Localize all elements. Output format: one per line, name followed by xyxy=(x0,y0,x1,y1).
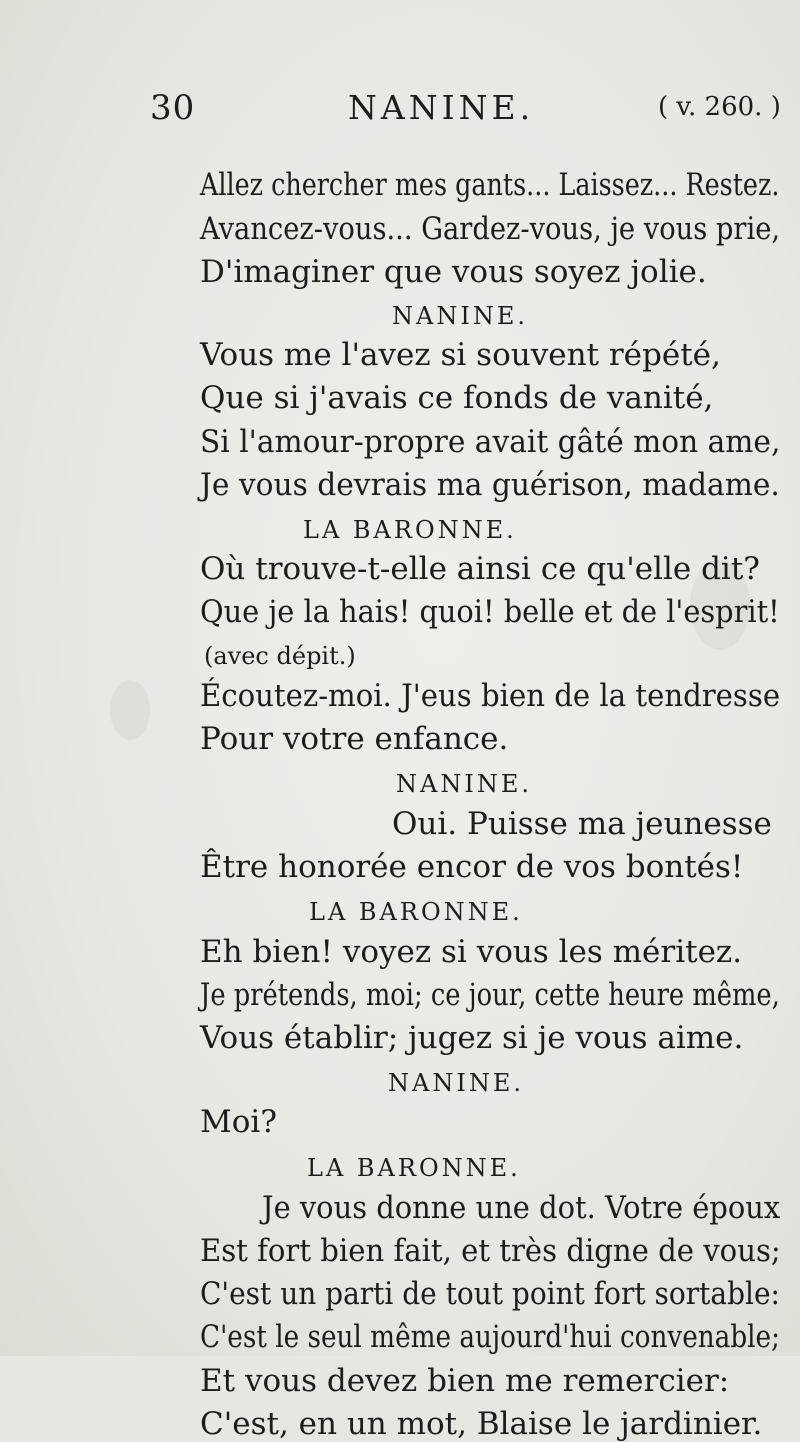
speaker-name: NANINE. xyxy=(388,1069,524,1097)
verse-line: Allez chercher mes gants... Laissez... Restez. xyxy=(200,167,780,203)
verse-reference: ( v. 260. ) xyxy=(658,92,781,122)
verse-line: Être honorée encor de vos bontés! xyxy=(200,849,744,885)
verse-line: Écoutez-moi. J'eus bien de la tendresse xyxy=(200,678,781,714)
paper-stain xyxy=(110,680,150,740)
stage-direction: (avec dépit.) xyxy=(204,642,356,670)
verse-line: Je prétends, moi; ce jour, cette heure même, xyxy=(200,977,780,1013)
verse-line: Et vous devez bien me remercier: xyxy=(200,1363,730,1399)
verse-line: Que si j'avais ce fonds de vanité, xyxy=(200,380,714,416)
verse-line: Je vous donne une dot. Votre époux xyxy=(262,1190,781,1226)
page-number: 30 xyxy=(150,88,196,128)
speaker-name: NANINE. xyxy=(392,302,528,330)
verse-line: Eh bien! voyez si vous les méritez. xyxy=(200,934,743,970)
verse-line: Que je la hais! quoi! belle et de l'esprit! xyxy=(200,594,780,630)
speaker-name: LA BARONNE. xyxy=(309,898,523,926)
verse-line: Moi? xyxy=(200,1104,277,1140)
verse-line: Est fort bien fait, et très digne de vous; xyxy=(200,1233,781,1269)
verse-line: C'est le seul même aujourd'hui convenable; xyxy=(200,1319,780,1355)
speaker-name: LA BARONNE. xyxy=(303,516,517,544)
verse-line: C'est, en un mot, Blaise le jardinier. xyxy=(200,1406,763,1442)
speaker-name: NANINE. xyxy=(396,770,532,798)
verse-line: C'est un parti de tout point fort sortable: xyxy=(200,1276,780,1312)
verse-line: Si l'amour-propre avait gâté mon ame, xyxy=(200,424,781,460)
verse-line: Vous établir; jugez si je vous aime. xyxy=(200,1020,744,1056)
verse-line: Vous me l'avez si souvent répété, xyxy=(200,337,721,373)
verse-line: Où trouve-t-elle ainsi ce qu'elle dit? xyxy=(200,551,760,587)
verse-line: Oui. Puisse ma jeunesse xyxy=(392,806,772,842)
running-title: NANINE. xyxy=(348,88,535,127)
verse-line: Je vous devrais ma guérison, madame. xyxy=(200,467,780,503)
verse-line: D'imaginer que vous soyez jolie. xyxy=(200,254,707,290)
page-header xyxy=(0,88,800,128)
verse-line: Avancez-vous... Gardez-vous, je vous prie, xyxy=(200,211,781,247)
verse-line: Pour votre enfance. xyxy=(200,721,509,757)
speaker-name: LA BARONNE. xyxy=(307,1154,521,1182)
